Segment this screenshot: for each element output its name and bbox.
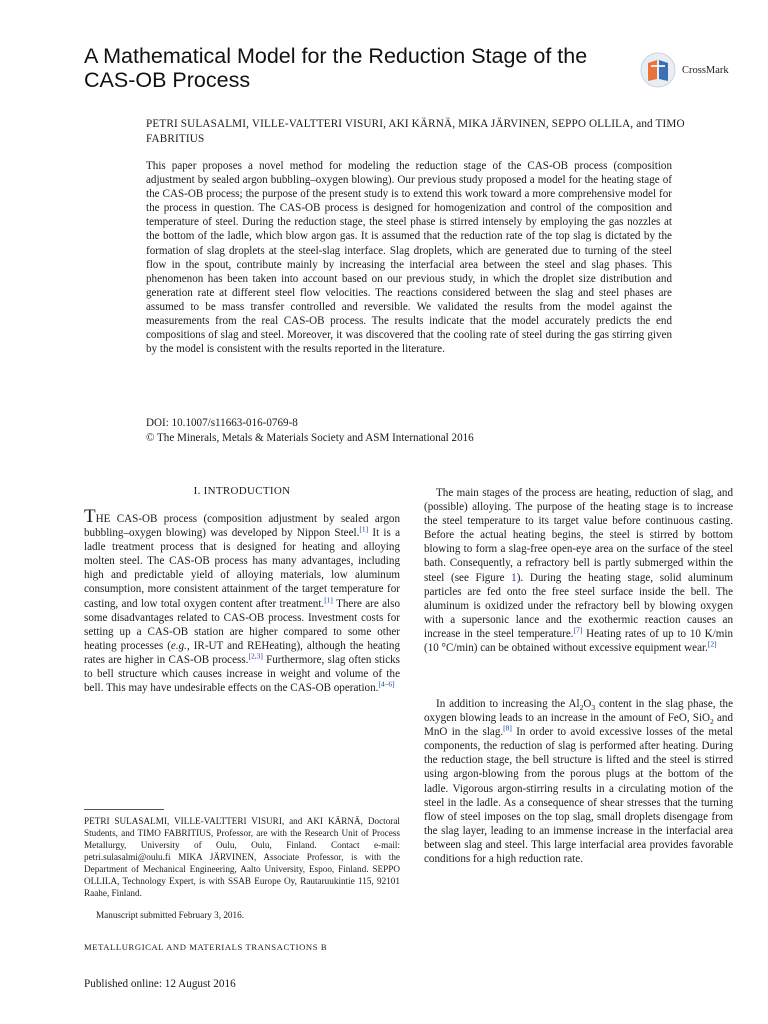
text-run: In addition to increasing the Al [436,698,580,710]
subscript: 3 [591,703,596,713]
paper-title: A Mathematical Model for the Reduction Stage of the CAS-OB Process [84,44,588,92]
citation-ref[interactable]: [2] [707,639,717,649]
citation-ref[interactable]: [7] [573,625,583,635]
doi[interactable]: DOI: 10.1007/s11663-016-0769-8 [146,417,298,429]
text-run: e.g. [170,639,187,652]
body-paragraph [424,697,733,866]
text-run: O [583,698,592,710]
text-run: content in the slag phase, the oxygen blowing leads to an increase in the amount of FeO, SiO [424,698,734,725]
text-run: ). During the heating stage, solid aluminum particles are fed onto the free steel surface inside the bell. The aluminum is oxidized under the refractory bell by blowing oxygen with a supersonic lance and the exothermic reaction causes an increase in the steel temperature. [424,571,733,640]
citation-ref[interactable]: [1] [324,594,333,604]
manuscript-date: Manuscript submitted February 3, 2016. [96,910,245,920]
author-list: PETRI SULASALMI, VILLE-VALTTERI VISURI, AKI KÄRNÄ, MIKA JÄRVINEN, SEPPO OLLILA, and TIMO FABRITIUS [146,118,685,145]
drop-cap: T [84,506,96,527]
text-run: HE CAS-OB process (composition adjustment by sealed argon bubbling–oxygen blowing) was developed by Nippon Steel. [84,513,400,540]
text-run: There are also some disadvantages related to CAS-OB process. Investment costs for setting up a CAS-OB station are higher compared to some other heating processes ( [84,597,401,652]
citation-ref[interactable]: [2,3] [248,651,263,661]
text-run: In order to avoid excessive losses of the metal components, the reduction of slag is performed after heating. During the reduction stage, the bell structure is lifted and the steel is stirred using argon-blowing from the porous plugs at the bottom of the ladle. Vigorous argon-stirring results in a circulating motion of the steel in the ladle. As a consequence of shear stresses that the turning flow of steel imposes on the top slag, small droplets disengage from the slag layer, leading to an immense increase in the interfacial area between slag and steel. This large interfacial area provides favorable conditions for a high reduction rate. [424,726,733,866]
text-run: and MnO in the slag. [424,712,733,739]
subscript: 2 [579,703,584,713]
crossmark-label: CrossMark [682,64,729,76]
text-run: The main stages of the process are heating, reduction of slag, and (possible) alloying. The purpose of the heating stage is to increase the steel temperature to its target value before continuous casting. Before the actual heating begins, the steel is stirred by bottom blowing to form a slag-free open-eye area on the surface of the steel bath. Consequently, a refractory bell is partly submerged within the steel (see Figure [424,487,733,584]
citation-ref[interactable]: [8] [503,723,512,733]
body-paragraph [424,486,733,655]
section-heading: I. INTRODUCTION [193,485,291,497]
author-affiliation-footnote: PETRI SULASALMI, VILLE-VALTTERI VISURI, and AKI KÄRNÄ, Doctoral Students, and TIMO FABRITIUS, Professor, are with the Research Unit of Process Metallurgy, University of Oulu, Oulu, Finland. Contact e-mail: petri.sulasalmi@oulu.fi MIKA JÄRVINEN, Associate Professor, is with the Department of Mechanical Engineering, Aalto University, Espoo, Finland. SEPPO OLLILA, Technology Expert, is with SSAB Europe Oy, Rautaruukintie 115, 92101 Raahe, Finland. [84,816,400,898]
text-run: , IR-UT and REHeating), although the heating rates are higher in CAS-OB process. [84,639,400,666]
citation-ref[interactable]: [1] [359,524,369,534]
footnote-divider [84,809,164,810]
citation-ref[interactable]: [4–6] [378,679,395,689]
text-run: Furthermore, slag often sticks to bell structure which causes increase in weight and volume of the bell. This may have undesirable effects on the CAS-OB operation. [84,653,400,695]
published-date: Published online: 12 August 2016 [84,978,236,990]
intro-paragraph [84,506,401,695]
journal-name: METALLURGICAL AND MATERIALS TRANSACTIONS B [84,942,328,952]
crossmark-icon [640,52,676,88]
crossmark-badge[interactable] [640,52,729,88]
abstract: This paper proposes a novel method for modeling the reduction stage of the CAS-OB process (composition adjustment by sealed argon bubbling–oxygen blowing). Our previous study proposed a model for the heating stage of the CAS-OB process; the purpose of the present study is to extend this work toward a more comprehensive model for the process in question. The CAS-OB process is designed for homogenization and control of the composition and temperature of steel. During the reduction stage, the steel phase is stirred intensely by employing the gas nozzles at the bottom of the ladle, which blow argon gas. It is assumed that the reduction rate of the top slag is dictated by the formation of slag droplets at the steel-slag interface. Slag droplets, which are generated due to turning of the steel flow in the spout, contribute mainly by increasing the interfacial area between the steel and slag phases. This phenomenon has been taken into account based on our previous study, in which the droplet size distribution and generation rate at different steel flow velocities. The reactions considered between the slag and steel phases are assumed to be mass transfer controlled and reversible. We validated the results from the model against the measurements from the real CAS-OB process. The results indicate that the model accurately predicts the end compositions of slag and steel. Moreover, it was discovered that the cooling rate of steel during the gas stirring given by the model is consistent with the results reported in the literature. [146,160,672,356]
figure-ref[interactable]: 1 [511,571,517,584]
text-run: It is a ladle treatment process that is designed for heating and alloying molten steel. The CAS-OB process has many advantages, including high and predictable yield of alloying materials, low aluminum consumption, more consistent attainment of the target temperature for casting, and low total oxygen content after treatment. [84,527,400,610]
subscript: 2 [710,717,714,727]
copyright: © The Minerals, Metals & Materials Society and ASM International 2016 [146,432,474,444]
text-run: Heating rates of up to 10 K/min (10 °C/min) can be obtained without excessive equipment wear. [424,627,734,655]
